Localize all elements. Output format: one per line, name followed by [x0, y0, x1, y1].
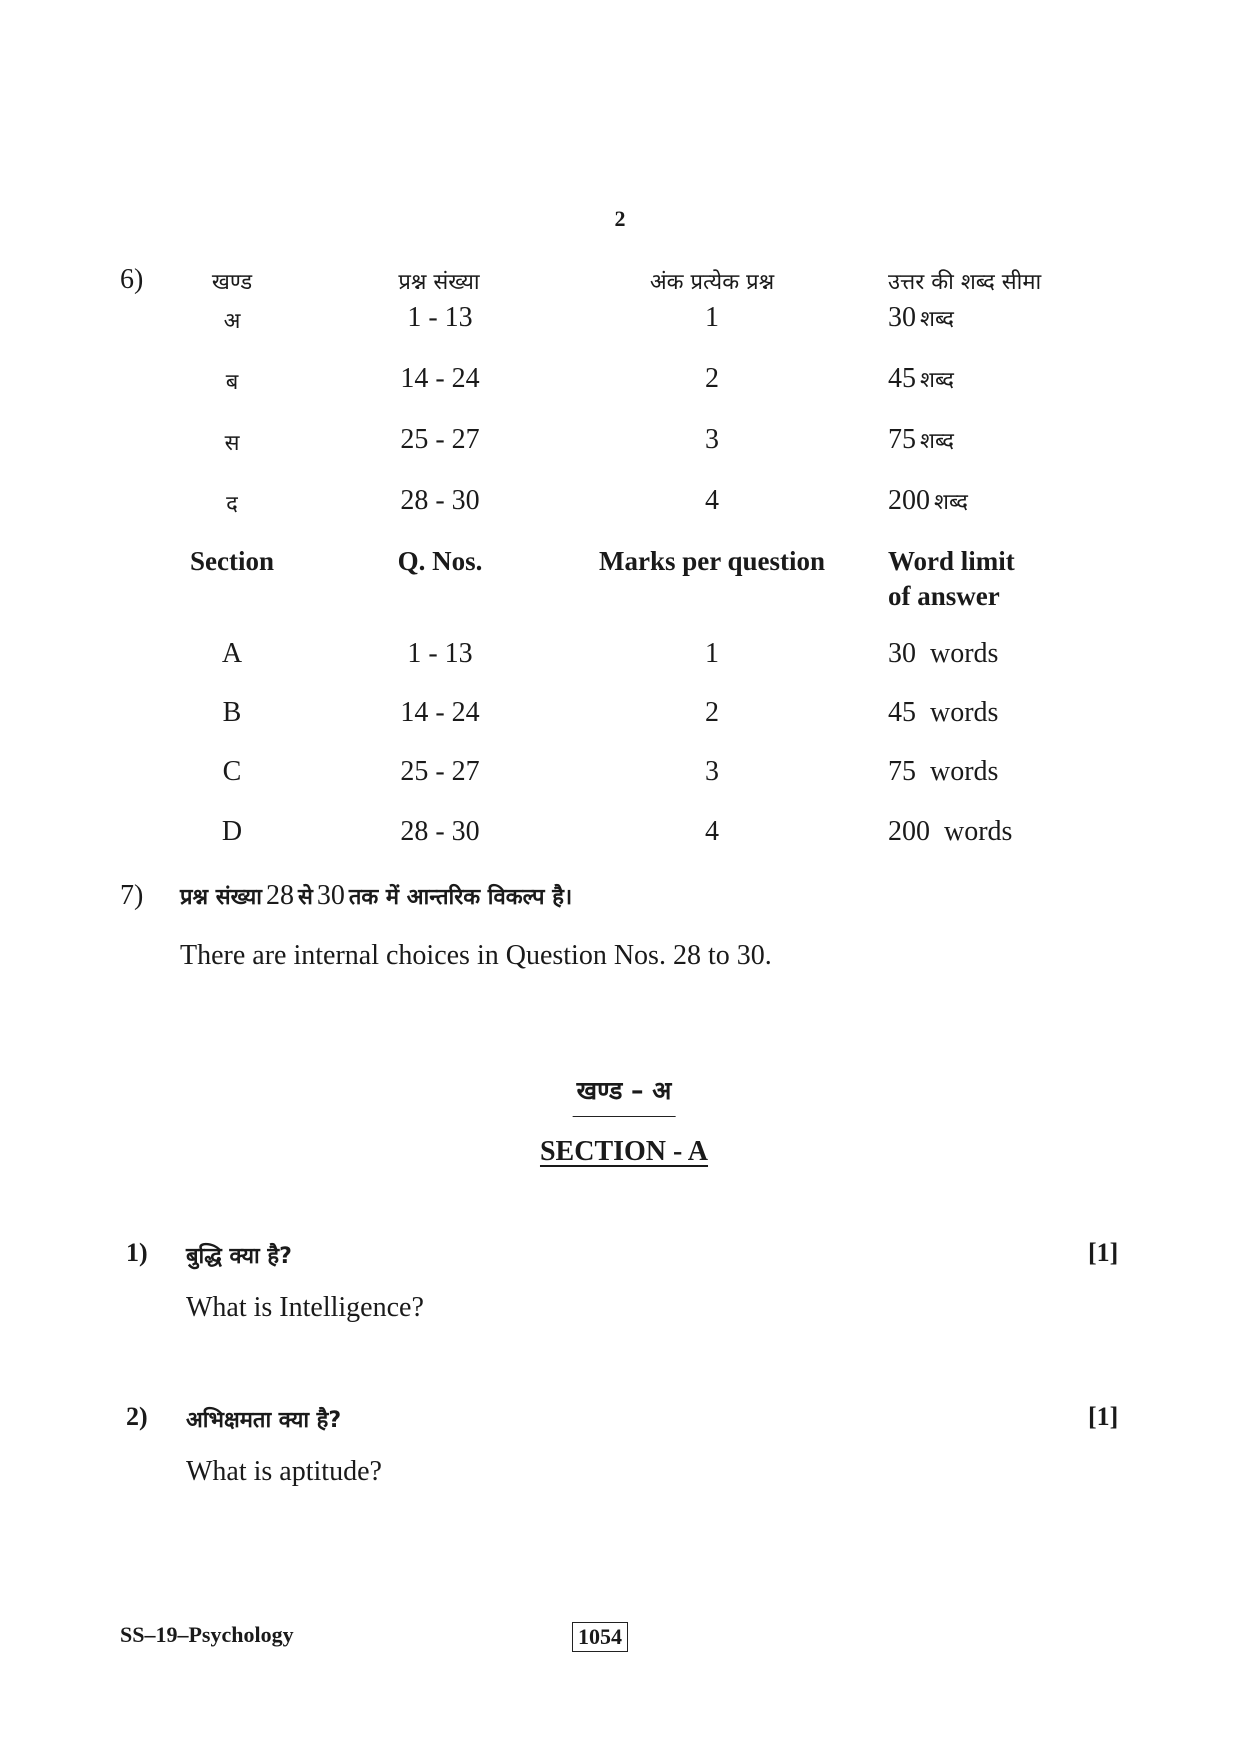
- question-marks: [1]: [1088, 1238, 1119, 1267]
- english-row-section: B: [222, 697, 242, 728]
- section-heading-hindi: खण्ड – अ: [573, 1073, 676, 1117]
- question-hindi: बुद्धि क्या है?: [186, 1244, 292, 1269]
- hindi-row-marks: 4: [705, 485, 719, 516]
- english-row-word-limit: 45 words: [888, 697, 999, 728]
- english-header-section: Section: [190, 546, 274, 576]
- english-row-word-limit: 200 words: [888, 816, 1013, 847]
- english-row-qnos: 14 - 24: [400, 697, 480, 728]
- question-marks: [1]: [1088, 1402, 1119, 1431]
- hindi-header-word-limit: उत्तर की शब्द सीमा: [888, 270, 1042, 295]
- hindi-row-section: स: [224, 431, 240, 456]
- english-row-marks: 3: [705, 756, 719, 787]
- question-english: What is aptitude?: [186, 1456, 382, 1487]
- hindi-row-word-limit: 45 शब्द: [888, 363, 954, 394]
- footer-page-code: 1054: [572, 1622, 628, 1652]
- hindi-row-qnos: 1 - 13: [407, 302, 473, 333]
- hindi-row-word-limit: 30 शब्द: [888, 302, 954, 333]
- hindi-row-word-limit: 75 शब्द: [888, 424, 954, 455]
- item-7-hindi-text: प्रश्न संख्या 28 से 30 तक में आन्तरिक विकल्प है।: [180, 880, 573, 911]
- hindi-header-section: खण्ड: [211, 270, 253, 295]
- english-header-qnos: Q. Nos.: [397, 546, 483, 576]
- english-header-marks: Marks per question: [598, 546, 826, 576]
- question-number: 2): [126, 1402, 148, 1431]
- hindi-row-section: अ: [223, 309, 241, 334]
- hindi-header-marks: अंक प्रत्येक प्रश्न: [649, 270, 775, 295]
- english-row-section: D: [221, 816, 243, 847]
- english-row-section: A: [221, 638, 243, 669]
- footer-subject-code: SS–19–Psychology: [120, 1622, 294, 1647]
- english-row-word-limit: 30 words: [888, 638, 999, 669]
- english-row-marks: 1: [705, 638, 719, 669]
- item-7-english-text: There are internal choices in Question Nos. 28 to 30.: [180, 940, 772, 971]
- item-6-number: 6): [120, 264, 144, 295]
- hindi-row-qnos: 25 - 27: [400, 424, 480, 455]
- hindi-row-section: ब: [225, 370, 239, 395]
- question-number: 1): [126, 1238, 148, 1267]
- hindi-row-qnos: 28 - 30: [400, 485, 480, 516]
- question-english: What is Intelligence?: [186, 1292, 424, 1323]
- english-row-word-limit: 75 words: [888, 756, 999, 787]
- english-row-marks: 4: [705, 816, 719, 847]
- hindi-row-marks: 3: [705, 424, 719, 455]
- hindi-row-section: द: [226, 492, 238, 517]
- hindi-header-qnos: प्रश्न संख्या: [398, 270, 480, 295]
- question-hindi: अभिक्षमता क्या है?: [186, 1408, 342, 1433]
- english-row-qnos: 1 - 13: [407, 638, 473, 669]
- english-row-section: C: [222, 756, 242, 787]
- section-heading-english: SECTION - A: [539, 1136, 709, 1167]
- english-header-word-limit-line2: of answer: [888, 581, 1000, 611]
- hindi-row-marks: 2: [705, 363, 719, 394]
- hindi-row-marks: 1: [705, 302, 719, 333]
- english-header-word-limit-line1: Word limit: [888, 546, 1015, 576]
- item-7-number: 7): [120, 880, 144, 911]
- english-row-marks: 2: [705, 697, 719, 728]
- hindi-row-qnos: 14 - 24: [400, 363, 480, 394]
- hindi-row-word-limit: 200 शब्द: [888, 485, 968, 516]
- page-number: 2: [614, 206, 626, 231]
- english-row-qnos: 25 - 27: [400, 756, 480, 787]
- english-row-qnos: 28 - 30: [400, 816, 480, 847]
